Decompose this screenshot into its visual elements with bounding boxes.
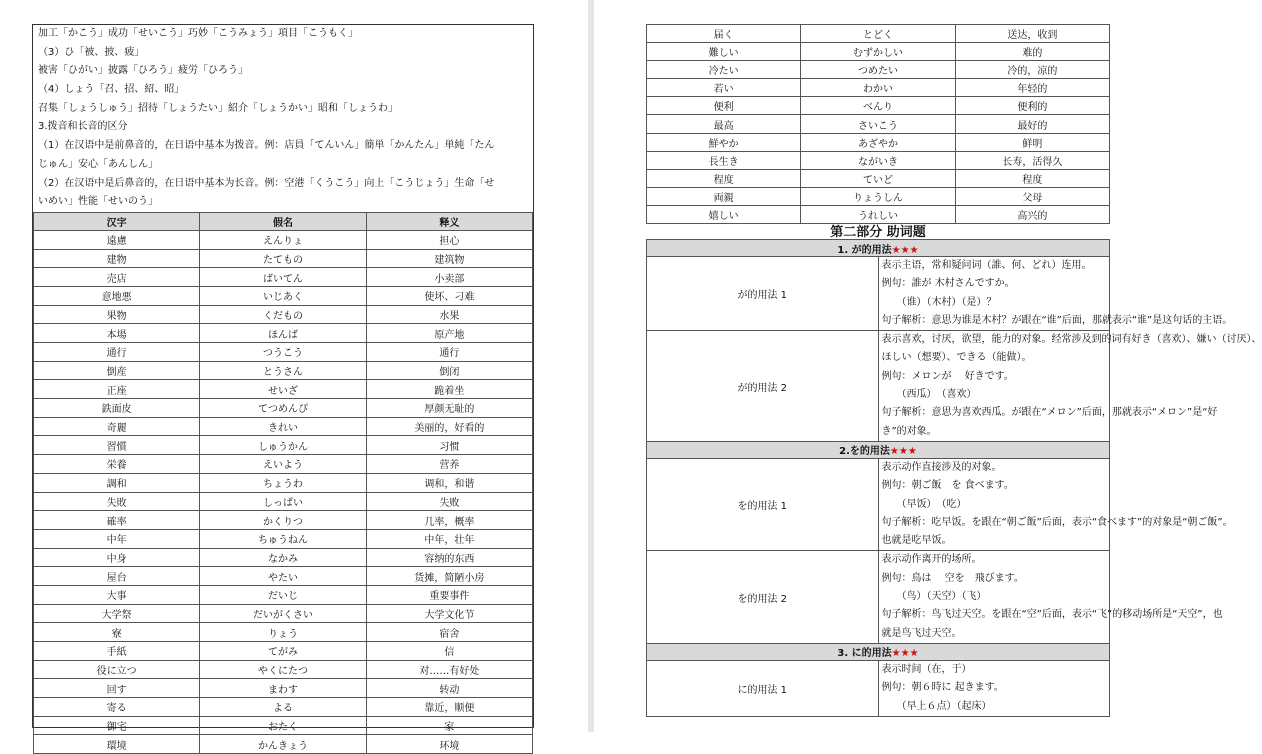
intro-text xyxy=(33,25,533,212)
usage-name: に的用法 1 xyxy=(647,660,879,716)
kanji-cell: 冷たい xyxy=(647,61,801,79)
kanji-cell: 届く xyxy=(647,25,801,43)
kana-cell: ながいき xyxy=(801,151,955,169)
usage-line: 句子解析：意思为喜欢西瓜。が跟在“メロン”后面，那就表示“メロン”是“好 xyxy=(881,407,1218,419)
kanji-cell: 確率 xyxy=(34,511,200,530)
kana-cell: ていど xyxy=(801,169,955,187)
kana-cell: まわす xyxy=(200,679,366,698)
meaning-cell: 转动 xyxy=(366,679,532,698)
kana-cell: べんり xyxy=(801,97,955,115)
kana-cell: たてもの xyxy=(200,249,366,268)
kana-cell: ちょうわ xyxy=(200,473,366,492)
left-content-box xyxy=(32,24,534,752)
kanji-cell: 回す xyxy=(34,679,200,698)
meaning-cell: 失败 xyxy=(366,492,532,511)
meaning-cell: 习惯 xyxy=(366,436,532,455)
table-row xyxy=(647,151,1110,169)
usage-line: 也就是吃早饭。 xyxy=(881,535,952,547)
kana-cell: てがみ xyxy=(200,642,366,661)
kana-cell: わかい xyxy=(801,79,955,97)
intro-line: 3.拨音和长音的区分 xyxy=(38,121,128,133)
meaning-cell: 通行 xyxy=(366,343,532,362)
kana-cell: よる xyxy=(200,698,366,717)
kanji-cell: 大学祭 xyxy=(34,604,200,623)
intro-line: 召集「しょうしゅう」招待「しょうたい」紹介「しょうかい」昭和「しょうわ」 xyxy=(38,102,398,114)
kanji-cell: 寮 xyxy=(34,623,200,642)
usage-line: き”的对象。 xyxy=(881,425,937,437)
importance-stars-icon: ★★★ xyxy=(891,244,919,256)
table-row xyxy=(34,548,533,567)
usage-body xyxy=(878,257,1233,331)
table-row xyxy=(34,361,533,380)
meaning-cell: 长寿，活得久 xyxy=(955,151,1109,169)
kanji-cell: 若い xyxy=(647,79,801,97)
table-row xyxy=(647,43,1110,61)
vocab-header-row xyxy=(34,212,533,230)
vocab-table xyxy=(33,212,533,754)
vocab-table-continued-body xyxy=(647,25,1110,224)
table-row xyxy=(34,473,533,492)
table-row xyxy=(34,623,533,642)
usage-row xyxy=(647,331,1110,442)
kanji-cell: 中年 xyxy=(34,529,200,548)
kana-cell: りょう xyxy=(200,623,366,642)
table-row xyxy=(34,268,533,287)
kanji-cell: 環境 xyxy=(34,735,200,754)
table-row xyxy=(34,324,533,343)
table-row xyxy=(647,79,1110,97)
kanji-cell: 果物 xyxy=(34,305,200,324)
kanji-cell: 最高 xyxy=(647,115,801,133)
usage-line: 例句：鳥は 空を 飛びます。 xyxy=(881,572,1024,584)
section-header-row xyxy=(647,240,1110,257)
kana-cell: むずかしい xyxy=(801,43,955,61)
intro-line: 被害「ひがい」披露「ひろう」疲労「ひろう」 xyxy=(38,65,248,77)
usage-line: 就是鸟飞过天空。 xyxy=(881,627,962,639)
meaning-cell: 原产地 xyxy=(366,324,532,343)
usage-line: 例句：誰が 木村さんですか。 xyxy=(881,278,1015,290)
kana-cell: とうさん xyxy=(200,361,366,380)
meaning-cell: 环境 xyxy=(366,735,532,754)
usage-line: 例句：朝ご飯 を 食べます。 xyxy=(881,480,1014,492)
table-row xyxy=(647,97,1110,115)
usage-body xyxy=(878,458,1233,550)
kanji-cell: 通行 xyxy=(34,343,200,362)
meaning-cell: 高兴的 xyxy=(955,205,1109,223)
kanji-cell: 失敗 xyxy=(34,492,200,511)
usage-name: が的用法 2 xyxy=(647,331,879,442)
kanji-cell: 便利 xyxy=(647,97,801,115)
usage-line: 表示喜欢，讨厌，欲望，能力的对象。经常涉及到的词有好き（喜欢）、嫌い（讨厌）、 xyxy=(881,334,1262,346)
kanji-cell: 両親 xyxy=(647,187,801,205)
kanji-cell: 意地悪 xyxy=(34,286,200,305)
kana-cell: いじあく xyxy=(200,286,366,305)
kana-cell: だいがくさい xyxy=(200,604,366,623)
usage-row xyxy=(647,257,1110,331)
kana-cell: てつめんぴ xyxy=(200,399,366,418)
kana-cell: おたく xyxy=(200,716,366,735)
section-title: 1. が的用法 xyxy=(837,244,892,256)
meaning-cell: 父母 xyxy=(955,187,1109,205)
meaning-cell: 冷的，凉的 xyxy=(955,61,1109,79)
usage-line: （鸟）（天空）（飞） xyxy=(881,591,987,603)
table-row xyxy=(34,417,533,436)
meaning-cell: 鲜明 xyxy=(955,133,1109,151)
section-header-row xyxy=(647,643,1110,660)
usage-line: （西瓜） （喜欢） xyxy=(881,389,977,401)
usage-line: 表示主语，常和疑问词（誰、何、どれ）连用。 xyxy=(881,260,1092,271)
meaning-cell: 小卖部 xyxy=(366,268,532,287)
kanji-cell: 習慣 xyxy=(34,436,200,455)
kanji-cell: 鮮やか xyxy=(647,133,801,151)
table-row xyxy=(34,735,533,754)
kanji-cell: 長生き xyxy=(647,151,801,169)
intro-line: じゅん」安心「あんしん」 xyxy=(38,158,158,170)
section-header xyxy=(647,441,1110,458)
table-row xyxy=(34,286,533,305)
section-header-row xyxy=(647,441,1110,458)
table-row xyxy=(34,716,533,735)
intro-line: （3）ひ「被、披、疲」 xyxy=(38,46,145,58)
kanji-cell: 売店 xyxy=(34,268,200,287)
intro-line: （2）在汉语中是后鼻音的，在日语中基本为长音。例：空港「くうこう」向上「こうじょう」生命「せ xyxy=(38,177,495,189)
kanji-cell: 寄る xyxy=(34,698,200,717)
usage-line: ほしい（想要）、できる（能做）。 xyxy=(881,352,1032,364)
usage-name: を的用法 1 xyxy=(647,458,879,550)
meaning-cell: 容纳的东西 xyxy=(366,548,532,567)
kana-cell: しっぱい xyxy=(200,492,366,511)
table-row xyxy=(34,604,533,623)
meaning-cell: 程度 xyxy=(955,169,1109,187)
meaning-cell: 营养 xyxy=(366,455,532,474)
meaning-cell: 难的 xyxy=(955,43,1109,61)
importance-stars-icon: ★★★ xyxy=(891,648,919,660)
meaning-cell: 几率，概率 xyxy=(366,511,532,530)
importance-stars-icon: ★★★ xyxy=(889,446,917,458)
usage-line: 句子解析：吃早饭。を跟在“朝ご飯”后面，表示“食べます”的对象是“朝ご飯”。 xyxy=(881,516,1233,528)
kana-cell: しゅうかん xyxy=(200,436,366,455)
meaning-cell: 货摊，简陋小房 xyxy=(366,567,532,586)
usage-line: 表示时间（在，于） xyxy=(881,663,972,675)
table-row xyxy=(34,380,533,399)
usage-line: （谁）（木村）（是）？ xyxy=(881,296,997,308)
kanji-cell: 御宅 xyxy=(34,716,200,735)
usage-name: が的用法 1 xyxy=(647,257,879,331)
usage-name: を的用法 2 xyxy=(647,551,879,643)
kanji-cell: 建物 xyxy=(34,249,200,268)
section-header xyxy=(647,240,1110,257)
right-page xyxy=(594,0,1262,732)
usage-row xyxy=(647,660,1110,716)
section-title: 3. に的用法 xyxy=(837,648,892,660)
kanji-cell: 栄養 xyxy=(34,455,200,474)
kana-cell: やたい xyxy=(200,567,366,586)
kanji-cell: 屋台 xyxy=(34,567,200,586)
kanji-cell: 本場 xyxy=(34,324,200,343)
usage-body xyxy=(878,331,1262,442)
table-row xyxy=(34,529,533,548)
table-row xyxy=(34,492,533,511)
kanji-cell: 倒産 xyxy=(34,361,200,380)
meaning-cell: 重要事件 xyxy=(366,585,532,604)
table-row xyxy=(34,436,533,455)
table-row xyxy=(647,115,1110,133)
kana-cell: つめたい xyxy=(801,61,955,79)
meaning-cell: 担心 xyxy=(366,230,532,249)
kana-cell: ほんば xyxy=(200,324,366,343)
vocab-table-continued xyxy=(646,24,1110,224)
meaning-cell: 调和，和谐 xyxy=(366,473,532,492)
usage-row xyxy=(647,551,1110,643)
kana-cell: えんりょ xyxy=(200,230,366,249)
usage-line: （早饭） （吃） xyxy=(881,498,967,510)
usage-line: 例句：朝６時に 起きます。 xyxy=(881,682,1004,694)
kana-cell: つうこう xyxy=(200,343,366,362)
table-row xyxy=(34,249,533,268)
table-row xyxy=(34,343,533,362)
table-row xyxy=(647,25,1110,43)
kana-cell: せいざ xyxy=(200,380,366,399)
kanji-cell: 中身 xyxy=(34,548,200,567)
kanji-cell: 嬉しい xyxy=(647,205,801,223)
meaning-cell: 美丽的，好看的 xyxy=(366,417,532,436)
meaning-cell: 水果 xyxy=(366,305,532,324)
kana-cell: なかみ xyxy=(200,548,366,567)
kanji-cell: 正座 xyxy=(34,380,200,399)
kana-cell: やくにたつ xyxy=(200,660,366,679)
meaning-cell: 便利的 xyxy=(955,97,1109,115)
table-row xyxy=(34,567,533,586)
meaning-cell: 使坏、刁难 xyxy=(366,286,532,305)
vocab-table-body xyxy=(34,230,533,753)
kanji-cell: 大事 xyxy=(34,585,200,604)
table-row xyxy=(34,660,533,679)
usage-line: 表示动作离开的场所。 xyxy=(881,554,982,566)
kanji-cell: 奇麗 xyxy=(34,417,200,436)
header-kanji: 汉字 xyxy=(34,212,200,230)
part-title: 第二部分 助词题 xyxy=(830,225,926,240)
kanji-cell: 鉄面皮 xyxy=(34,399,200,418)
kana-cell: りょうしん xyxy=(801,187,955,205)
usage-body xyxy=(878,660,1110,716)
table-row xyxy=(34,585,533,604)
particle-table xyxy=(646,239,1262,717)
table-row xyxy=(34,642,533,661)
intro-line: （1）在汉语中是前鼻音的，在日语中基本为拨音。例：店員「てんいん」簡単「かんたん」単純「たん xyxy=(38,140,495,152)
kanji-cell: 遠慮 xyxy=(34,230,200,249)
kana-cell: かくりつ xyxy=(200,511,366,530)
usage-line: 表示动作直接涉及的对象。 xyxy=(881,461,1002,473)
header-meaning: 释义 xyxy=(366,212,532,230)
kanji-cell: 程度 xyxy=(647,169,801,187)
meaning-cell: 建筑物 xyxy=(366,249,532,268)
table-row xyxy=(34,230,533,249)
kana-cell: くだもの xyxy=(200,305,366,324)
meaning-cell: 跪着坐 xyxy=(366,380,532,399)
meaning-cell: 年轻的 xyxy=(955,79,1109,97)
usage-line: 句子解析：鸟飞过天空。を跟在“空”后面，表示“飞”的移动场所是“天空”，也 xyxy=(881,609,1223,621)
meaning-cell: 宿舍 xyxy=(366,623,532,642)
kana-cell: かんきょう xyxy=(200,735,366,754)
table-row xyxy=(34,511,533,530)
table-row xyxy=(647,169,1110,187)
kana-cell: うれしい xyxy=(801,205,955,223)
kanji-cell: 役に立つ xyxy=(34,660,200,679)
meaning-cell: 靠近，顺便 xyxy=(366,698,532,717)
table-row xyxy=(647,61,1110,79)
kanji-cell: 難しい xyxy=(647,43,801,61)
kana-cell: ちゅうねん xyxy=(200,529,366,548)
usage-line: 例句：メロンが 好きです。 xyxy=(881,370,1014,382)
meaning-cell: 送达，收到 xyxy=(955,25,1109,43)
kana-cell: さいこう xyxy=(801,115,955,133)
section-header xyxy=(647,643,1110,660)
left-page xyxy=(0,0,588,752)
meaning-cell: 厚颜无耻的 xyxy=(366,399,532,418)
meaning-cell: 倒闭 xyxy=(366,361,532,380)
table-row xyxy=(647,187,1110,205)
particle-table-body xyxy=(647,240,1262,717)
usage-body xyxy=(878,551,1223,643)
table-row xyxy=(34,305,533,324)
intro-line: いめい」性能「せいのう」 xyxy=(38,196,158,208)
kanji-cell: 手紙 xyxy=(34,642,200,661)
table-row xyxy=(34,399,533,418)
header-kana: 假名 xyxy=(200,212,366,230)
table-row xyxy=(34,698,533,717)
intro-line: 加工「かこう」成功「せいこう」巧妙「こうみょう」項目「こうもく」 xyxy=(38,28,358,39)
usage-line: 句子解析：意思为谁是木村？が跟在“谁”后面，那就表示“谁”是这句话的主语。 xyxy=(881,314,1233,326)
kana-cell: えいよう xyxy=(200,455,366,474)
kana-cell: だいじ xyxy=(200,585,366,604)
table-row xyxy=(34,679,533,698)
section-title: 2.を的用法 xyxy=(839,446,890,458)
meaning-cell: 家 xyxy=(366,716,532,735)
kana-cell: ばいてん xyxy=(200,268,366,287)
meaning-cell: 对……有好处 xyxy=(366,660,532,679)
meaning-cell: 中年，壮年 xyxy=(366,529,532,548)
meaning-cell: 信 xyxy=(366,642,532,661)
meaning-cell: 大学文化节 xyxy=(366,604,532,623)
kanji-cell: 調和 xyxy=(34,473,200,492)
kana-cell: きれい xyxy=(200,417,366,436)
usage-row xyxy=(647,458,1110,550)
intro-line: （4）しょう「召、招、紹、昭」 xyxy=(38,84,185,96)
meaning-cell: 最好的 xyxy=(955,115,1109,133)
usage-line: （早上６点）（起床） xyxy=(881,700,992,712)
table-row xyxy=(647,133,1110,151)
kana-cell: とどく xyxy=(801,25,955,43)
table-row xyxy=(34,455,533,474)
kana-cell: あざやか xyxy=(801,133,955,151)
